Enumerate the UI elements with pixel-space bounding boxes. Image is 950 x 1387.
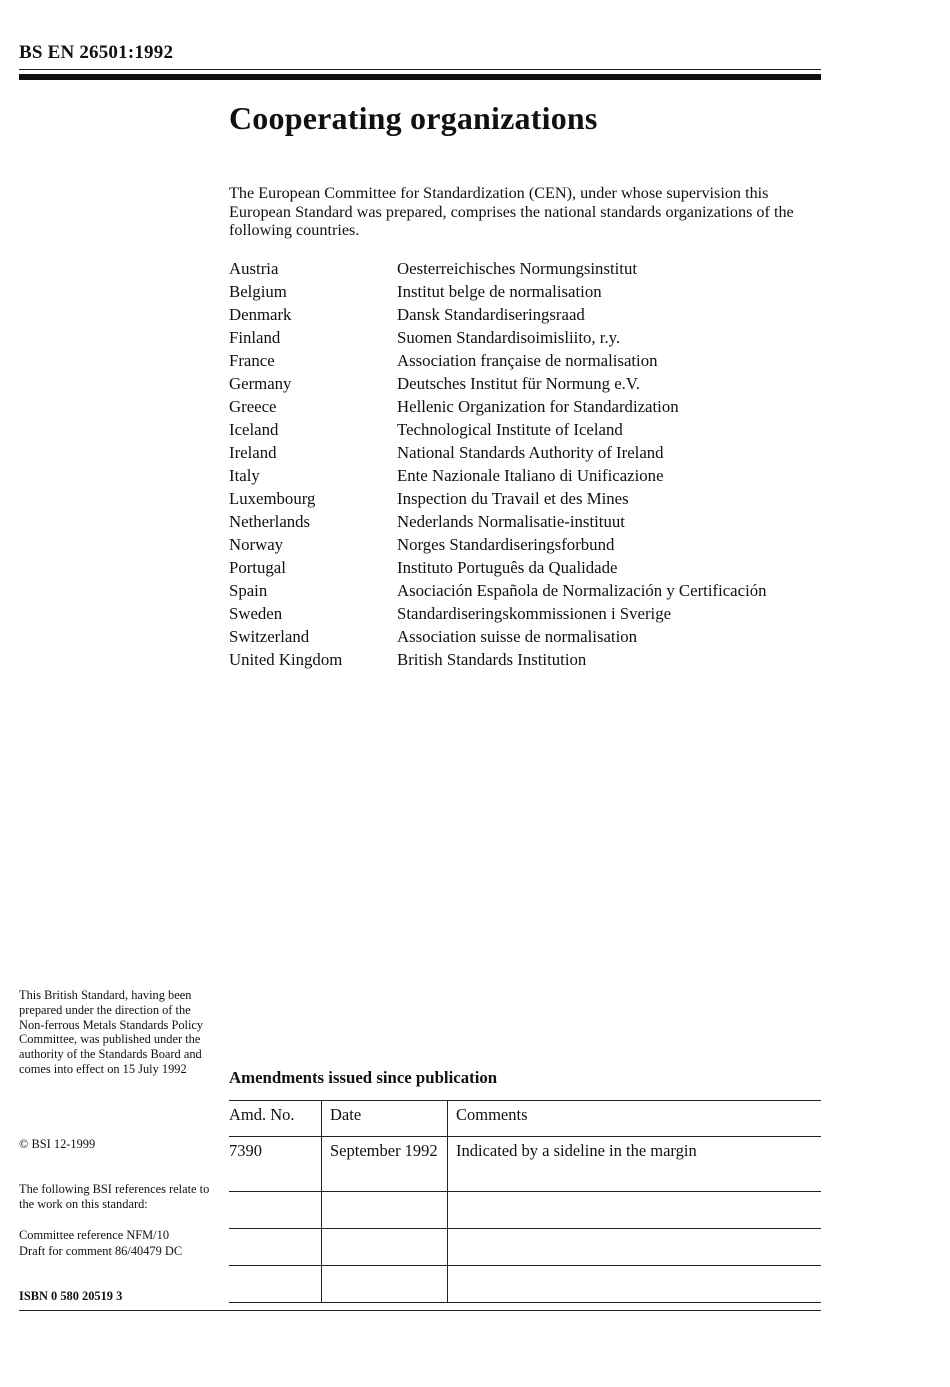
country-name: France — [229, 350, 275, 370]
table-row — [229, 1137, 821, 1192]
organization-row — [229, 510, 767, 533]
amendments-title: Amendments issued since publication — [229, 1068, 498, 1087]
organization-row — [229, 326, 767, 349]
organization-row — [229, 533, 767, 556]
organization-row — [229, 257, 767, 280]
empty-cell — [448, 1192, 822, 1229]
organization-name: British Standards Institution — [397, 649, 587, 669]
isbn: ISBN 0 580 20519 3 — [19, 1289, 123, 1303]
column-header-date: Date — [322, 1101, 448, 1137]
table-row-empty — [229, 1192, 821, 1229]
organization-row — [229, 395, 767, 418]
country-name: Finland — [229, 327, 281, 347]
organization-row — [229, 464, 767, 487]
organization-name: Oesterreichisches Normungsinstitut — [397, 258, 638, 278]
header-rule-thick — [19, 74, 821, 80]
page-title: Cooperating organizations — [229, 100, 598, 136]
empty-cell — [229, 1229, 322, 1266]
table-row-empty — [229, 1229, 821, 1266]
empty-cell — [448, 1229, 822, 1266]
country-name: Denmark — [229, 304, 292, 324]
empty-cell — [229, 1192, 322, 1229]
organization-name: Nederlands Normalisatie-instituut — [397, 511, 625, 531]
organization-row — [229, 648, 767, 671]
organization-name: Standardiseringskommissionen i Sverige — [397, 603, 672, 623]
organization-name: National Standards Authority of Ireland — [397, 442, 664, 462]
empty-cell — [322, 1229, 448, 1266]
organization-name: Association française de normalisation — [397, 350, 658, 370]
draft-reference: Draft for comment 86/40479 DC — [19, 1244, 183, 1258]
country-name: Spain — [229, 580, 268, 600]
amendments-table — [229, 1100, 821, 1303]
country-name: Austria — [229, 258, 279, 278]
country-name: Greece — [229, 396, 277, 416]
country-name: Switzerland — [229, 626, 310, 646]
table-row-empty — [229, 1266, 821, 1303]
organization-name: Instituto Português da Qualidade — [397, 557, 618, 577]
organization-name: Institut belge de normalisation — [397, 281, 602, 301]
organization-row — [229, 487, 767, 510]
organization-row — [229, 372, 767, 395]
empty-cell — [322, 1192, 448, 1229]
amendment-comments: Indicated by a sideline in the margin — [448, 1137, 822, 1192]
column-header-comments: Comments — [448, 1101, 822, 1137]
organization-name: Inspection du Travail et des Mines — [397, 488, 629, 508]
organization-row — [229, 579, 767, 602]
references-intro: The following BSI references relate to the work on this standard: — [19, 1182, 210, 1211]
empty-cell — [229, 1266, 322, 1303]
country-name: Luxembourg — [229, 488, 316, 508]
amendments-header-row — [229, 1101, 821, 1137]
empty-cell — [448, 1266, 822, 1303]
amendment-number: 7390 — [229, 1137, 322, 1192]
organization-name: Ente Nazionale Italiano di Unificazione — [397, 465, 664, 485]
footer-rule — [19, 1310, 821, 1311]
country-name: Portugal — [229, 557, 286, 577]
organization-row — [229, 303, 767, 326]
organization-name: Association suisse de normalisation — [397, 626, 638, 646]
publication-note: This British Standard, having been prepared under the direction of the Non-ferrous Metals Standards Policy Committee, was published under the authority of the Standards Board and comes into effect on 15 July 1992 — [19, 988, 204, 1076]
header-rule-thin — [19, 69, 821, 70]
organization-name: Asociación Española de Normalización y Certificación — [397, 580, 767, 600]
organization-name: Technological Institute of Iceland — [397, 419, 623, 439]
organization-row — [229, 602, 767, 625]
amendment-date: September 1992 — [322, 1137, 448, 1192]
country-name: Ireland — [229, 442, 277, 462]
organization-name: Hellenic Organization for Standardization — [397, 396, 679, 416]
organization-row — [229, 441, 767, 464]
country-name: Sweden — [229, 603, 283, 623]
country-name: Iceland — [229, 419, 279, 439]
country-name: Norway — [229, 534, 284, 554]
country-name: Belgium — [229, 281, 287, 301]
column-header-amd-no: Amd. No. — [229, 1101, 322, 1137]
organization-name: Norges Standardiseringsforbund — [397, 534, 615, 554]
organization-name: Deutsches Institut für Normung e.V. — [397, 373, 640, 393]
intro-paragraph: The European Committee for Standardization (CEN), under whose supervision this European Standard was prepared, comprises the national standards organizations of the following countries. — [229, 184, 794, 240]
country-name: United Kingdom — [229, 649, 343, 669]
country-name: Italy — [229, 465, 260, 485]
organization-row — [229, 349, 767, 372]
copyright-note: © BSI 12-1999 — [19, 1137, 96, 1151]
organization-row — [229, 418, 767, 441]
organization-row — [229, 625, 767, 648]
organization-row — [229, 280, 767, 303]
organization-row — [229, 556, 767, 579]
country-name: Netherlands — [229, 511, 311, 531]
empty-cell — [322, 1266, 448, 1303]
organizations-list — [229, 257, 767, 671]
organization-name: Dansk Standardiseringsraad — [397, 304, 585, 324]
committee-reference: Committee reference NFM/10 — [19, 1228, 170, 1242]
document-id: BS EN 26501:1992 — [19, 42, 174, 63]
organization-name: Suomen Standardisoimisliito, r.y. — [397, 327, 621, 347]
country-name: Germany — [229, 373, 292, 393]
